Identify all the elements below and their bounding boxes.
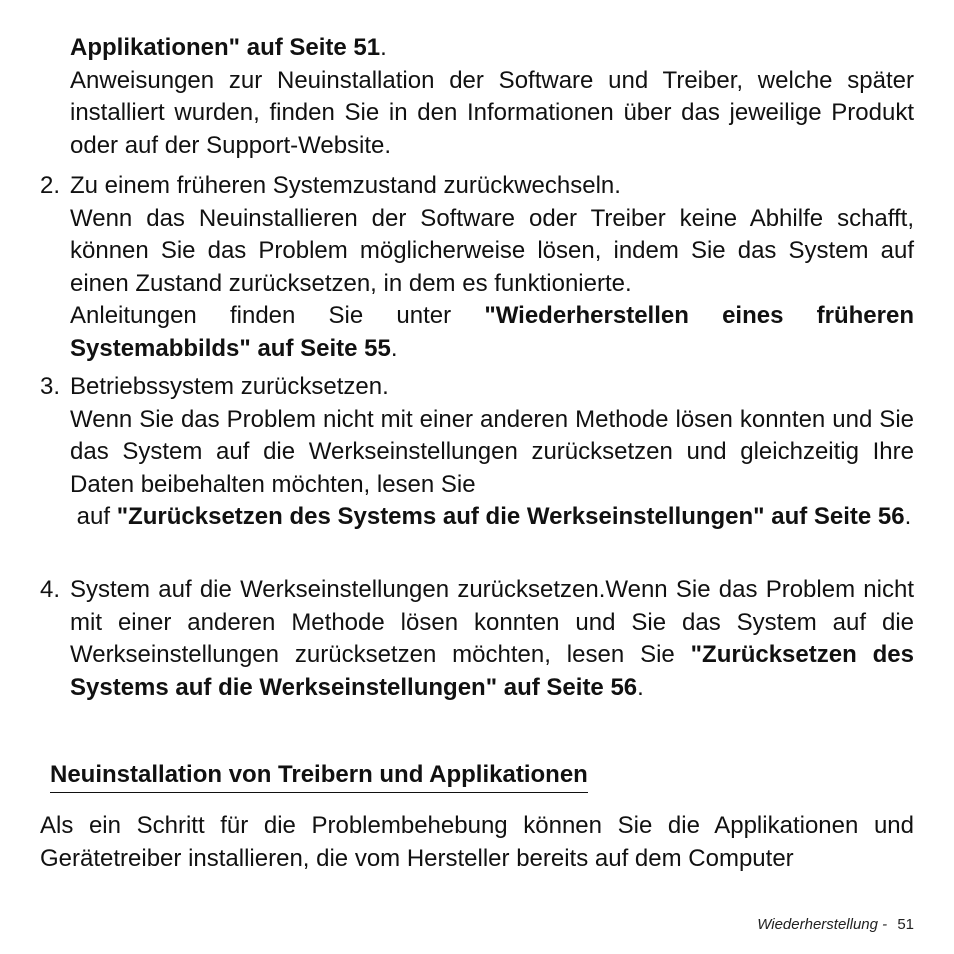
list-item-title: Zu einem früheren Systemzustand zurückwechseln. <box>70 172 621 199</box>
list-item-text <box>70 574 914 704</box>
list-item <box>70 371 914 534</box>
page-footer <box>757 915 914 935</box>
ref-suffix: . <box>637 673 644 701</box>
body-text: Anweisungen zur Neuinstallation der Software und Treiber, welche später installiert wurden, finden Sie in den Informationen über das jeweilige Produkt oder auf der Support-Website. <box>70 66 914 159</box>
list-item <box>70 170 914 365</box>
list-item-title: Betriebssystem zurücksetzen. <box>70 373 389 400</box>
bold-reference: Applikationen" auf Seite 51 <box>70 34 381 61</box>
list-number: 2. <box>40 172 61 199</box>
ref-suffix: . <box>904 503 912 530</box>
ref-bold: "Zurücksetzen des Systems auf die Werkseinstellungen" auf Seite 56 <box>70 641 914 701</box>
list-number: 4. <box>40 576 61 603</box>
section-paragraph: Als ein Schritt für die Problembehebung können Sie die Applikationen und Gerätetreiber installieren, die vom Hersteller bereits auf dem Computer <box>40 812 914 872</box>
ref-suffix: . <box>390 334 398 362</box>
ref-bold: "Wiederherstellen eines früheren Systemabbilds" auf Seite 55 <box>70 302 914 362</box>
period: . <box>380 34 387 61</box>
list-item <box>70 574 914 704</box>
continued-paragraph <box>70 32 914 162</box>
list-number: 3. <box>40 373 61 400</box>
item-text: System auf die Werkseinstellungen zurücksetzen.Wenn Sie das Problem nicht mit einer anderen Methode lösen konnten und Sie das System auf die Werkseinstellungen zurücksetzen möchten, lesen Sie <box>70 576 914 668</box>
list-item-text: Wenn Sie das Problem nicht mit einer anderen Methode lösen konnten und Sie das System auf die Werkseinstellungen zurücksetzen und gleichzeitig Ihre Daten beibehalten möchten, lesen Sie <box>70 405 914 498</box>
list-item-text: Wenn das Neuinstallieren der Software oder Treiber keine Abhilfe schafft, können Sie das Problem möglicherweise lösen, indem Sie das System auf einen Zustand zurücksetzen, in dem es funktionierte. <box>70 204 914 297</box>
ref-bold: "Zurücksetzen des Systems auf die Werkseinstellungen" auf Seite 56 <box>116 503 905 530</box>
list-item-reference <box>70 501 914 534</box>
section-heading: Neuinstallation von Treibern und Applikationen <box>50 760 588 793</box>
ref-prefix: auf <box>70 503 117 530</box>
footer-label: Wiederherstellung - <box>757 916 892 933</box>
ref-prefix: Anleitungen finden Sie unter <box>70 302 485 329</box>
list-item-reference <box>70 300 914 365</box>
page-number: 51 <box>897 916 914 933</box>
